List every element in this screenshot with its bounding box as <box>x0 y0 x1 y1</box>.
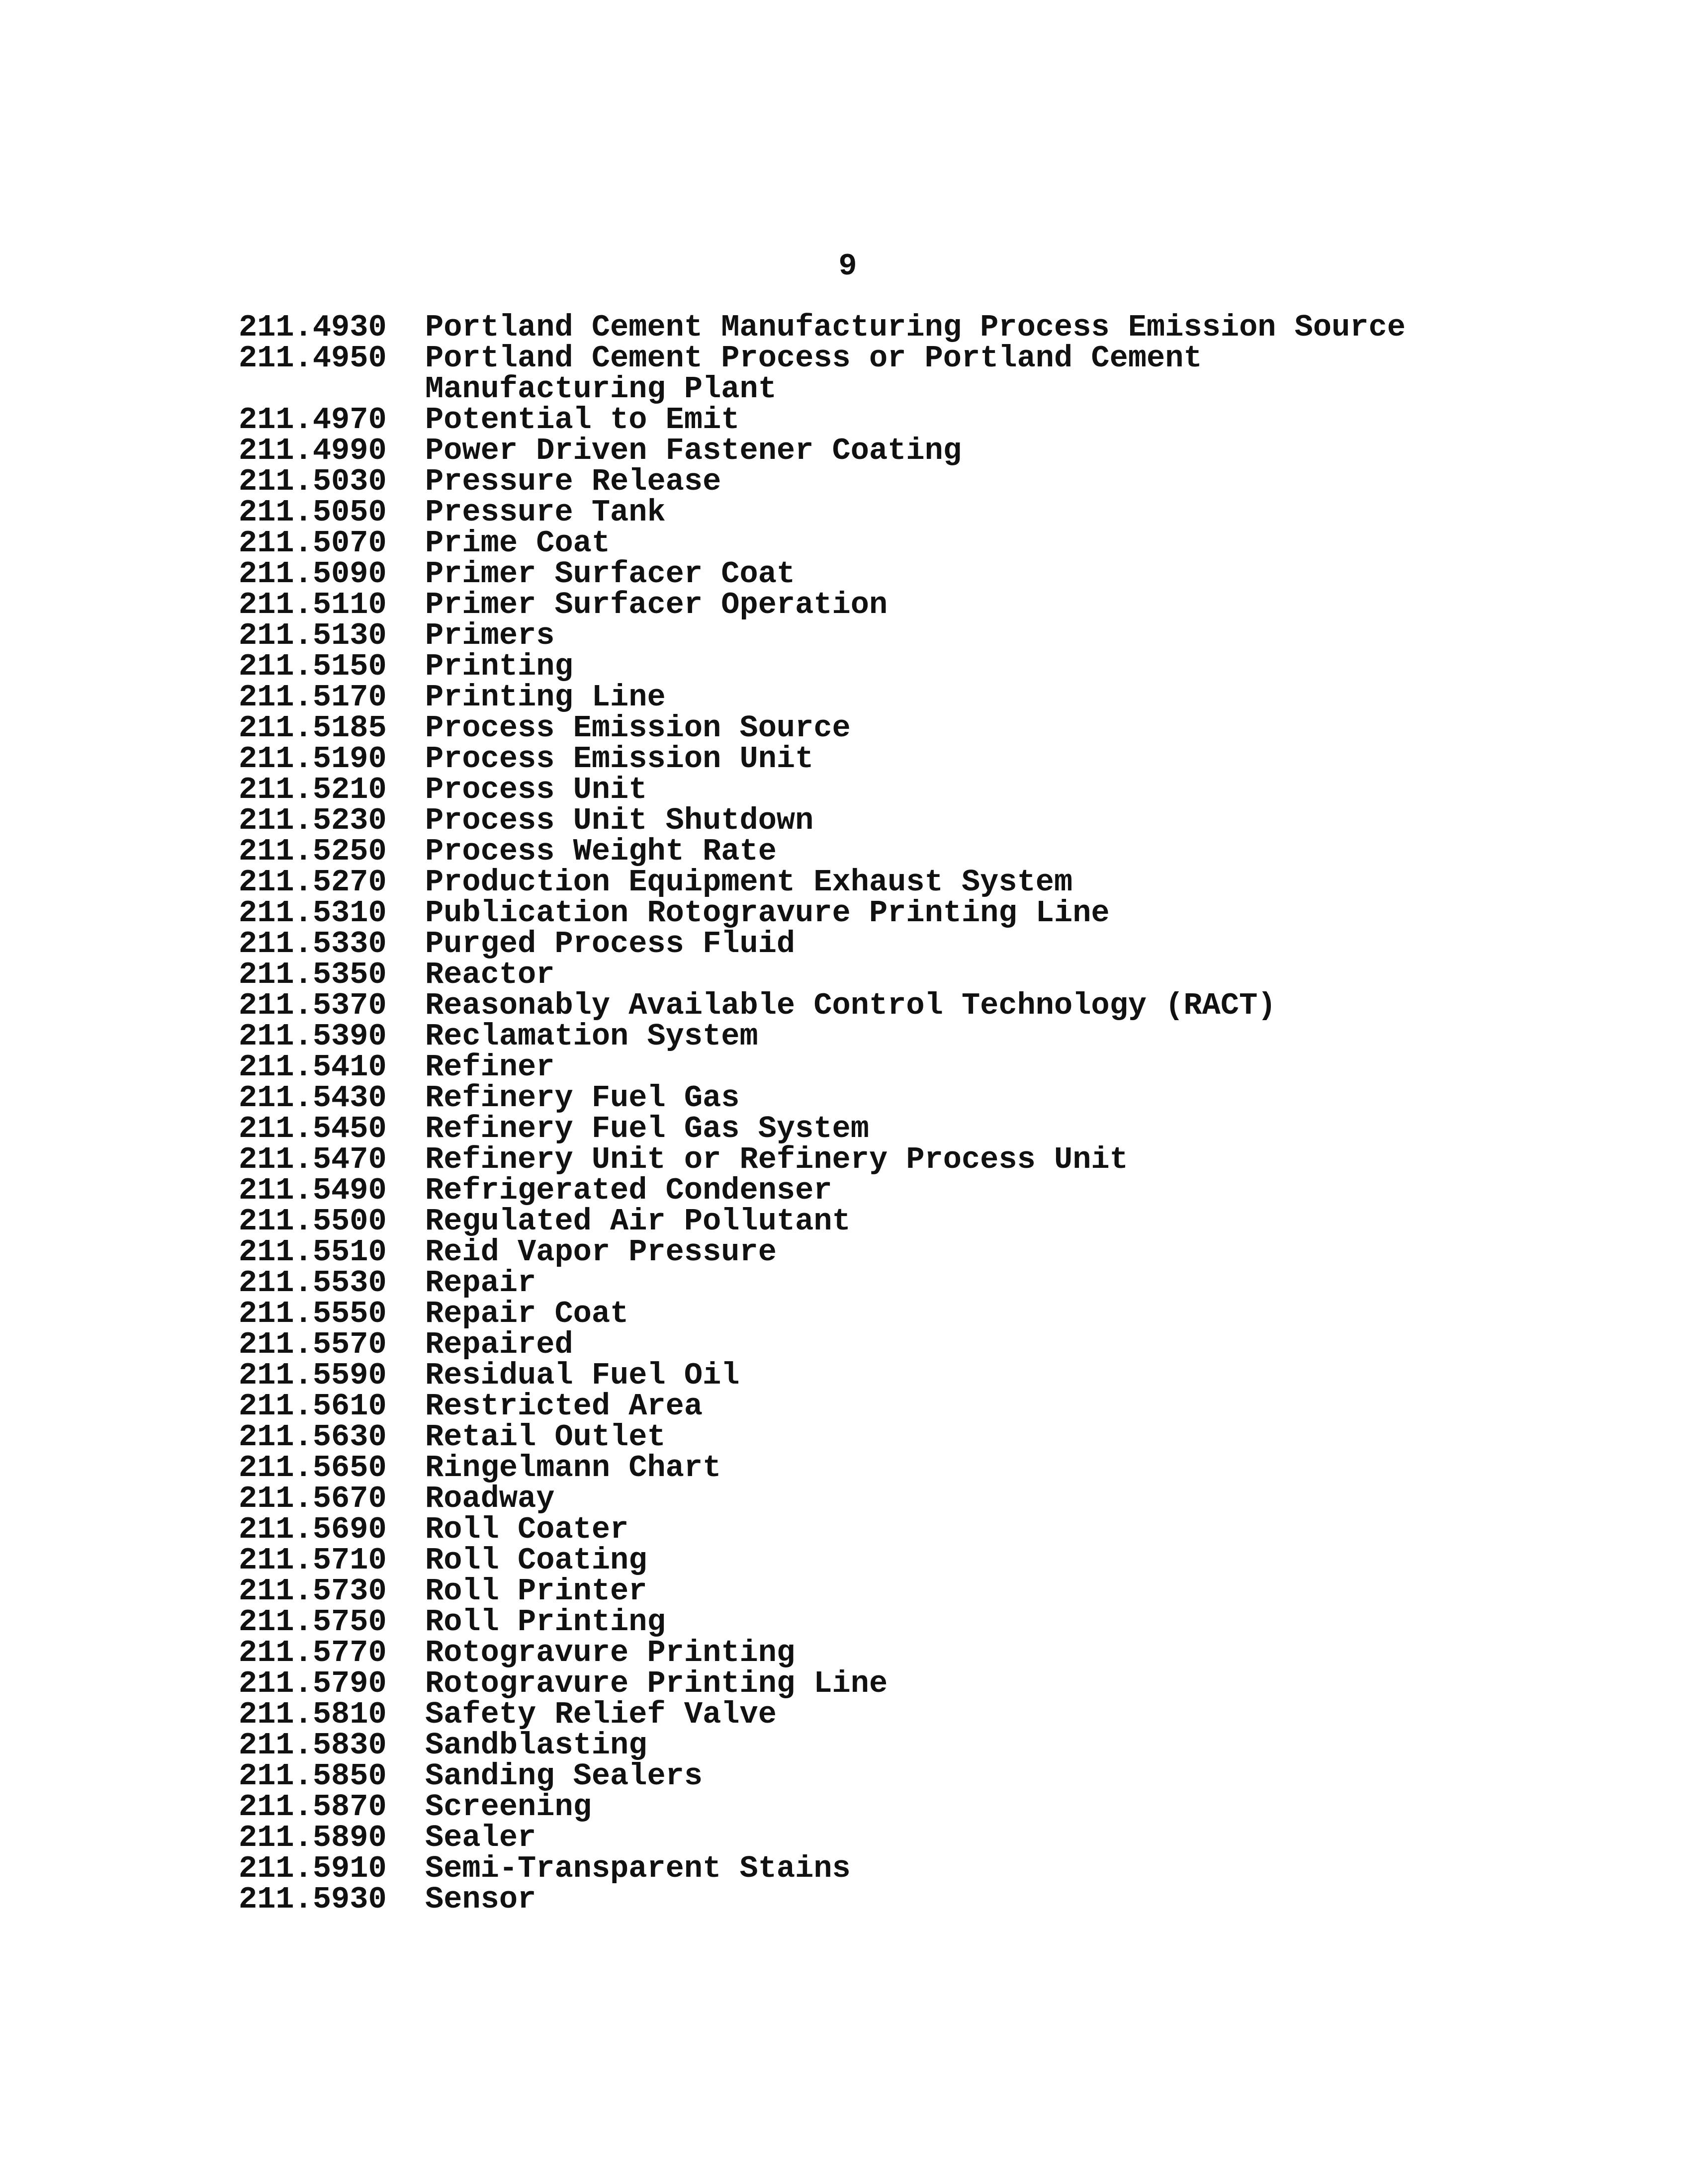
section-term: Pressure Release <box>425 464 721 499</box>
list-item <box>239 343 1681 405</box>
section-term: Ringelmann Chart <box>425 1450 721 1485</box>
list-item <box>239 433 1681 468</box>
list-item <box>239 1573 1681 1609</box>
section-term: Refinery Fuel Gas System <box>425 1111 869 1146</box>
list-item <box>239 1635 1681 1670</box>
section-term: Regulated Air Pollutant <box>425 1204 851 1239</box>
section-number: 211.5470 <box>239 1142 387 1177</box>
list-item <box>239 990 1681 1021</box>
section-number: 211.5570 <box>239 1327 387 1362</box>
list-item <box>239 587 1681 622</box>
section-term: Sanding Sealers <box>425 1758 703 1794</box>
section-term: Rotogravure Printing <box>425 1635 796 1670</box>
section-term: Restricted Area <box>425 1389 703 1424</box>
list-item <box>239 1080 1681 1116</box>
section-term: Primer Surfacer Coat <box>425 556 796 592</box>
section-term: Printing Line <box>425 680 666 715</box>
section-term: Process Unit <box>425 772 647 807</box>
section-term: Portland Cement Process or Portland Cement Manufacturing Plant <box>425 341 1202 407</box>
section-number: 211.5770 <box>239 1635 387 1670</box>
section-term: Production Equipment Exhaust System <box>425 865 1073 900</box>
section-term: Sealer <box>425 1820 536 1855</box>
list-item <box>239 1758 1681 1794</box>
list-item <box>239 1853 1681 1884</box>
list-item <box>239 805 1681 836</box>
list-item <box>239 1481 1681 1516</box>
list-item <box>239 525 1681 561</box>
list-item <box>239 497 1681 528</box>
list-item <box>239 466 1681 497</box>
section-number: 211.5910 <box>239 1851 387 1886</box>
section-number: 211.5030 <box>239 464 387 499</box>
section-number: 211.5790 <box>239 1666 387 1701</box>
list-item <box>239 1450 1681 1485</box>
section-term: Reclamation System <box>425 1019 758 1054</box>
section-number: 211.5250 <box>239 834 387 869</box>
section-term: Refiner <box>425 1049 555 1085</box>
list-item <box>239 556 1681 592</box>
list-item <box>239 1234 1681 1270</box>
section-term: Printing <box>425 649 573 684</box>
section-term: Potential to Emit <box>425 402 740 437</box>
section-term: Repaired <box>425 1327 573 1362</box>
section-term: Primers <box>425 618 555 653</box>
section-term: Screening <box>425 1789 592 1825</box>
section-number: 211.5750 <box>239 1604 387 1640</box>
page-number: 9 <box>838 249 857 284</box>
list-item <box>239 312 1681 343</box>
list-item <box>239 1545 1681 1576</box>
section-number: 211.5630 <box>239 1419 387 1455</box>
section-number: 211.5830 <box>239 1728 387 1763</box>
section-number: 211.5310 <box>239 895 387 931</box>
section-number: 211.4930 <box>239 310 387 345</box>
section-number: 211.5610 <box>239 1389 387 1424</box>
section-number: 211.5210 <box>239 772 387 807</box>
section-term: Repair Coat <box>425 1296 629 1331</box>
section-number: 211.5270 <box>239 865 387 900</box>
list-item <box>239 1668 1681 1699</box>
list-item <box>239 1604 1681 1640</box>
list-item <box>239 895 1681 931</box>
section-term: Semi-Transparent Stains <box>425 1851 851 1886</box>
section-term: Prime Coat <box>425 525 611 561</box>
section-number: 211.5170 <box>239 680 387 715</box>
section-term: Purged Process Fluid <box>425 926 796 961</box>
section-number: 211.5330 <box>239 926 387 961</box>
section-term: Roll Printing <box>425 1604 666 1640</box>
section-term: Reid Vapor Pressure <box>425 1234 777 1270</box>
section-term: Retail Outlet <box>425 1419 666 1455</box>
section-number: 211.5530 <box>239 1265 387 1301</box>
section-number: 211.5850 <box>239 1758 387 1794</box>
section-term: Reactor <box>425 957 555 992</box>
list-item <box>239 741 1681 777</box>
section-number: 211.5050 <box>239 495 387 530</box>
section-number: 211.4970 <box>239 402 387 437</box>
section-term: Process Emission Unit <box>425 741 814 777</box>
list-item <box>239 1175 1681 1206</box>
list-item <box>239 1021 1681 1052</box>
section-number: 211.5890 <box>239 1820 387 1855</box>
section-number: 211.5150 <box>239 649 387 684</box>
section-term: Pressure Tank <box>425 495 666 530</box>
list-item <box>239 1730 1681 1761</box>
section-number: 211.5510 <box>239 1234 387 1270</box>
section-number: 211.5130 <box>239 618 387 653</box>
list-item <box>239 1884 1681 1915</box>
section-number: 211.5590 <box>239 1358 387 1393</box>
section-term: Roll Printer <box>425 1573 647 1609</box>
section-number: 211.5350 <box>239 957 387 992</box>
section-term: Safety Relief Valve <box>425 1697 777 1732</box>
section-term: Roll Coater <box>425 1512 629 1547</box>
section-number: 211.5710 <box>239 1543 387 1578</box>
definitions-list <box>239 312 1681 1915</box>
section-term: Repair <box>425 1265 536 1301</box>
section-term: Power Driven Fastener Coating <box>425 433 962 468</box>
list-item <box>239 836 1681 867</box>
section-number: 211.5390 <box>239 1019 387 1054</box>
section-term: Publication Rotogravure Printing Line <box>425 895 1110 931</box>
section-number: 211.5930 <box>239 1882 387 1917</box>
section-number: 211.5410 <box>239 1049 387 1085</box>
section-number: 211.5810 <box>239 1697 387 1732</box>
section-number: 211.5230 <box>239 803 387 838</box>
list-item <box>239 402 1681 437</box>
list-item <box>239 1514 1681 1545</box>
section-term: Refrigerated Condenser <box>425 1173 832 1208</box>
section-term: Refinery Unit or Refinery Process Unit <box>425 1142 1128 1177</box>
section-number: 211.5090 <box>239 556 387 592</box>
list-item <box>239 1111 1681 1146</box>
section-number: 211.5450 <box>239 1111 387 1146</box>
section-number: 211.4990 <box>239 433 387 468</box>
list-item <box>239 1419 1681 1455</box>
section-term: Roll Coating <box>425 1543 647 1578</box>
section-number: 211.5110 <box>239 587 387 622</box>
section-number: 211.5690 <box>239 1512 387 1547</box>
section-term: Process Weight Rate <box>425 834 777 869</box>
list-item <box>239 1820 1681 1855</box>
section-number: 211.5500 <box>239 1204 387 1239</box>
section-number: 211.5730 <box>239 1573 387 1609</box>
list-item <box>239 1144 1681 1175</box>
list-item <box>239 651 1681 682</box>
section-number: 211.5430 <box>239 1080 387 1116</box>
section-number: 211.5870 <box>239 1789 387 1825</box>
section-term: Refinery Fuel Gas <box>425 1080 740 1116</box>
list-item <box>239 710 1681 746</box>
section-term: Sandblasting <box>425 1728 647 1763</box>
section-term: Process Unit Shutdown <box>425 803 814 838</box>
section-term: Residual Fuel Oil <box>425 1358 740 1393</box>
section-term: Reasonably Available Control Technology (RACT) <box>425 988 1276 1023</box>
section-number: 211.5670 <box>239 1481 387 1516</box>
section-term: Primer Surfacer Operation <box>425 587 888 622</box>
section-number: 211.5550 <box>239 1296 387 1331</box>
list-item <box>239 1391 1681 1422</box>
section-term: Process Emission Source <box>425 710 851 746</box>
list-item <box>239 926 1681 961</box>
list-item <box>239 772 1681 807</box>
list-item <box>239 1265 1681 1301</box>
section-term: Portland Cement Manufacturing Process Emission Source <box>425 310 1406 345</box>
section-term: Rotogravure Printing Line <box>425 1666 888 1701</box>
list-item <box>239 620 1681 651</box>
list-item <box>239 1699 1681 1730</box>
section-number: 211.5370 <box>239 988 387 1023</box>
list-item <box>239 1360 1681 1391</box>
list-item <box>239 1296 1681 1331</box>
section-number: 211.5070 <box>239 525 387 561</box>
section-term: Sensor <box>425 1882 536 1917</box>
section-number: 211.5185 <box>239 710 387 746</box>
list-item <box>239 867 1681 898</box>
list-item <box>239 957 1681 992</box>
section-number: 211.5190 <box>239 741 387 777</box>
list-item <box>239 1789 1681 1825</box>
section-number: 211.4950 <box>239 341 387 376</box>
list-item <box>239 1329 1681 1360</box>
section-term: Roadway <box>425 1481 555 1516</box>
list-item <box>239 682 1681 713</box>
list-item <box>239 1206 1681 1237</box>
list-item <box>239 1049 1681 1085</box>
section-number: 211.5650 <box>239 1450 387 1485</box>
section-number: 211.5490 <box>239 1173 387 1208</box>
